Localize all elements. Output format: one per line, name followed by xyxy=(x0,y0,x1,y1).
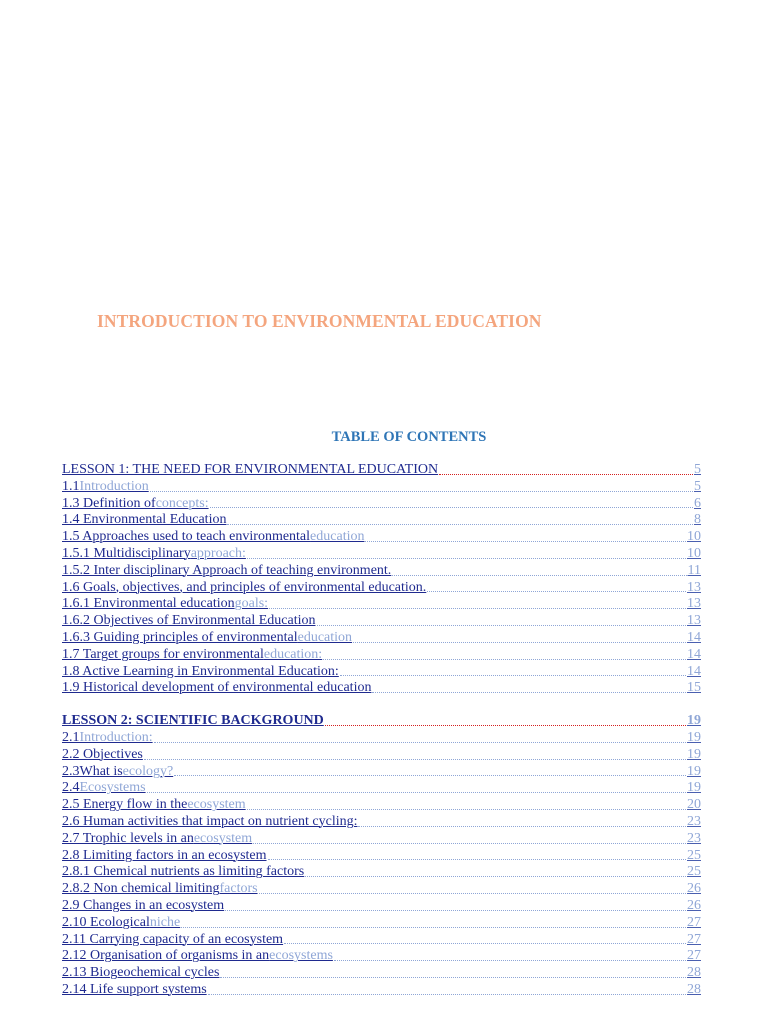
toc-entry-title: 2.7 Trophic levels in an xyxy=(62,830,194,846)
dot-leader xyxy=(147,792,686,793)
toc-entry-title-continued: ecosystem xyxy=(193,830,253,846)
toc-entry-title: 1.7 Target groups for environmental xyxy=(62,646,264,662)
dot-leader xyxy=(305,876,686,877)
toc-entry-title-continued: Introduction xyxy=(79,478,149,494)
toc-entry-title-continued: concepts: xyxy=(155,495,209,511)
toc-entry-title: LESSON 2: SCIENTIFIC BACKGROUND xyxy=(62,713,324,729)
dot-leader xyxy=(220,977,686,978)
toc-page-number: 26 xyxy=(687,881,701,897)
toc-entry-title-continued: approach: xyxy=(190,545,246,561)
toc-page-number: 27 xyxy=(687,948,701,964)
toc-page-number: 14 xyxy=(687,646,701,662)
dot-leader xyxy=(317,625,687,626)
dot-leader xyxy=(154,742,686,743)
toc-entry-title: 1.6.1 Environmental education xyxy=(62,596,235,612)
dot-leader xyxy=(358,826,686,827)
toc-entry-title-continued: ecosystems xyxy=(269,948,333,964)
toc-entry-title: 1.6 Goals, objectives, and principles of environmental education. xyxy=(62,579,427,595)
toc-lesson-heading[interactable] xyxy=(62,462,701,479)
dot-leader xyxy=(174,775,686,776)
toc-page-number: 19 xyxy=(687,763,701,779)
toc-entry[interactable] xyxy=(62,965,701,982)
toc-page-number: 27 xyxy=(687,914,701,930)
toc-page-number: 19 xyxy=(687,746,701,762)
toc-entry-title: 2.14 Life support systems xyxy=(62,981,207,997)
lesson-1-section xyxy=(62,462,701,697)
dot-leader xyxy=(334,960,686,961)
dot-leader xyxy=(323,659,686,660)
toc-entry-title: 2.5 Energy flow in the xyxy=(62,797,188,813)
toc-entry-title: 1.5.2 Inter disciplinary Approach of teaching environment. xyxy=(62,562,392,578)
toc-page-number: 28 xyxy=(687,981,701,997)
toc-entry-title: 1.3 Definition of xyxy=(62,495,156,511)
toc-entry[interactable] xyxy=(62,797,701,814)
toc-entry[interactable] xyxy=(62,680,701,697)
dot-leader xyxy=(150,491,693,492)
toc-entry-title-continued: education: xyxy=(263,646,323,662)
toc-entry-title: 1.4 Environmental Education xyxy=(62,512,227,528)
toc-entry-title-continued: education xyxy=(297,629,353,645)
toc-entry-title: 1.5 Approaches used to teach environmental xyxy=(62,529,311,545)
toc-page-number: 10 xyxy=(687,545,701,561)
dot-leader xyxy=(340,675,686,676)
toc-page-number: 6 xyxy=(694,495,701,511)
dot-leader xyxy=(210,507,693,508)
toc-page-number: 19 xyxy=(687,713,701,729)
toc-entry[interactable] xyxy=(62,730,701,747)
toc-entry-title: 2.9 Changes in an ecosystem xyxy=(62,897,225,913)
toc-entry[interactable] xyxy=(62,814,701,831)
toc-page-number: 25 xyxy=(687,864,701,880)
toc-entry-title: 1.1 xyxy=(62,478,80,494)
dot-leader xyxy=(284,943,686,944)
toc-lesson-heading[interactable] xyxy=(62,713,701,730)
toc-entry-title: 2.11 Carrying capacity of an ecosystem xyxy=(62,931,284,947)
toc-entry-title: 1.8 Active Learning in Environmental Education: xyxy=(62,663,339,679)
dot-leader xyxy=(247,809,686,810)
toc-entry[interactable] xyxy=(62,630,701,647)
toc-entry[interactable] xyxy=(62,546,701,563)
toc-page-number: 15 xyxy=(687,680,701,696)
toc-heading: TABLE OF CONTENTS xyxy=(331,429,487,445)
toc-entry[interactable] xyxy=(62,948,701,965)
toc-entry[interactable] xyxy=(62,780,701,797)
toc-page-number: 11 xyxy=(687,562,701,578)
toc-entry[interactable] xyxy=(62,831,701,848)
toc-entry[interactable] xyxy=(62,580,701,597)
toc-page-number: 23 xyxy=(687,813,701,829)
toc-entry[interactable] xyxy=(62,864,701,881)
dot-leader xyxy=(439,474,693,475)
dot-leader xyxy=(325,725,686,726)
dot-leader xyxy=(372,692,686,693)
toc-entry[interactable] xyxy=(62,596,701,613)
toc-page-number: 19 xyxy=(687,729,701,745)
toc-entry[interactable] xyxy=(62,848,701,865)
toc-entry-title-continued: education xyxy=(310,529,365,545)
toc-entry[interactable] xyxy=(62,982,701,999)
dot-leader xyxy=(253,843,686,844)
toc-page-number: 13 xyxy=(687,579,701,595)
dot-leader xyxy=(181,927,686,928)
toc-entry-title-continued: ecosystem xyxy=(187,797,246,813)
dot-leader xyxy=(365,541,686,542)
toc-entry[interactable] xyxy=(62,496,701,513)
dot-leader xyxy=(247,558,686,559)
toc-entry-title-continued: Introduction: xyxy=(79,729,153,745)
dot-leader xyxy=(269,608,686,609)
document-title: INTRODUCTION TO ENVIRONMENTAL EDUCATION xyxy=(97,311,542,331)
toc-entry[interactable] xyxy=(62,613,701,630)
toc-entry-title: 2.1 xyxy=(62,729,80,745)
dot-leader xyxy=(427,591,686,592)
toc-page-number: 14 xyxy=(687,629,701,645)
toc-entry[interactable] xyxy=(62,647,701,664)
dot-leader xyxy=(227,524,693,525)
toc-page-number: 5 xyxy=(694,478,701,494)
dot-leader xyxy=(208,994,686,995)
toc-entry-title: 2.4 xyxy=(62,780,80,796)
dot-leader xyxy=(144,759,686,760)
toc-entry[interactable] xyxy=(62,747,701,764)
toc-entry-title-continued: Ecosystems xyxy=(79,780,146,796)
toc-page-number: 20 xyxy=(687,797,701,813)
dot-leader xyxy=(353,642,686,643)
toc-entry-title: 1.6.3 Guiding principles of environmental xyxy=(62,629,298,645)
dot-leader xyxy=(392,575,686,576)
toc-entry[interactable] xyxy=(62,881,701,898)
toc-entry-title: 2.8.1 Chemical nutrients as limiting factors xyxy=(62,864,305,880)
toc-entry-title: 2.3What is xyxy=(62,763,123,779)
toc-entry[interactable] xyxy=(62,898,701,915)
toc-entry-title: 2.10 Ecological xyxy=(62,914,150,930)
toc-entry-title: 2.8 Limiting factors in an ecosystem xyxy=(62,847,267,863)
toc-entry[interactable] xyxy=(62,529,701,546)
toc-entry[interactable] xyxy=(62,932,701,949)
dot-leader xyxy=(225,910,686,911)
toc-page-number: 28 xyxy=(687,965,701,981)
section-gap xyxy=(62,697,701,713)
toc-entry-title: 1.5.1 Multidisciplinary xyxy=(62,545,191,561)
toc-entry-title: 1.9 Historical development of environmental education xyxy=(62,680,372,696)
toc-page-number: 19 xyxy=(687,780,701,796)
toc-entry-title: 1.6.2 Objectives of Environmental Education xyxy=(62,613,316,629)
toc-entry[interactable] xyxy=(62,764,701,781)
lesson-2-section xyxy=(62,713,701,999)
toc-entry-title: 2.8.2 Non chemical limiting xyxy=(62,881,220,897)
toc-entry-title-continued: goals: xyxy=(234,596,269,612)
dot-leader xyxy=(268,859,686,860)
toc-page-number: 13 xyxy=(687,596,701,612)
toc-entry[interactable] xyxy=(62,664,701,681)
toc-page-number: 8 xyxy=(694,512,701,528)
toc-page-number: 23 xyxy=(687,830,701,846)
toc-entry-title: LESSON 1: THE NEED FOR ENVIRONMENTAL EDUCATION xyxy=(62,462,439,477)
toc-entry[interactable] xyxy=(62,915,701,932)
toc-entry-title: 2.6 Human activities that impact on nutrient cycling: xyxy=(62,813,358,829)
table-of-contents xyxy=(62,462,701,999)
toc-page-number: 25 xyxy=(687,847,701,863)
toc-page-number: 13 xyxy=(687,613,701,629)
toc-entry-title-continued: factors xyxy=(219,881,258,897)
toc-entry-title: 2.12 Organisation of organisms in an xyxy=(62,948,270,964)
dot-leader xyxy=(259,893,686,894)
toc-entry-title: 2.13 Biogeochemical cycles xyxy=(62,965,220,981)
toc-entry[interactable] xyxy=(62,512,701,529)
toc-page-number: 5 xyxy=(694,462,701,477)
toc-entry-title: 2.2 Objectives xyxy=(62,746,143,762)
toc-page-number: 10 xyxy=(687,529,701,545)
toc-page-number: 27 xyxy=(687,931,701,947)
toc-entry-title-continued: ecology? xyxy=(122,763,174,779)
toc-page-number: 14 xyxy=(687,663,701,679)
toc-entry[interactable] xyxy=(62,563,701,580)
toc-entry[interactable] xyxy=(62,479,701,496)
toc-entry-title-continued: niche xyxy=(149,914,181,930)
toc-page-number: 26 xyxy=(687,897,701,913)
